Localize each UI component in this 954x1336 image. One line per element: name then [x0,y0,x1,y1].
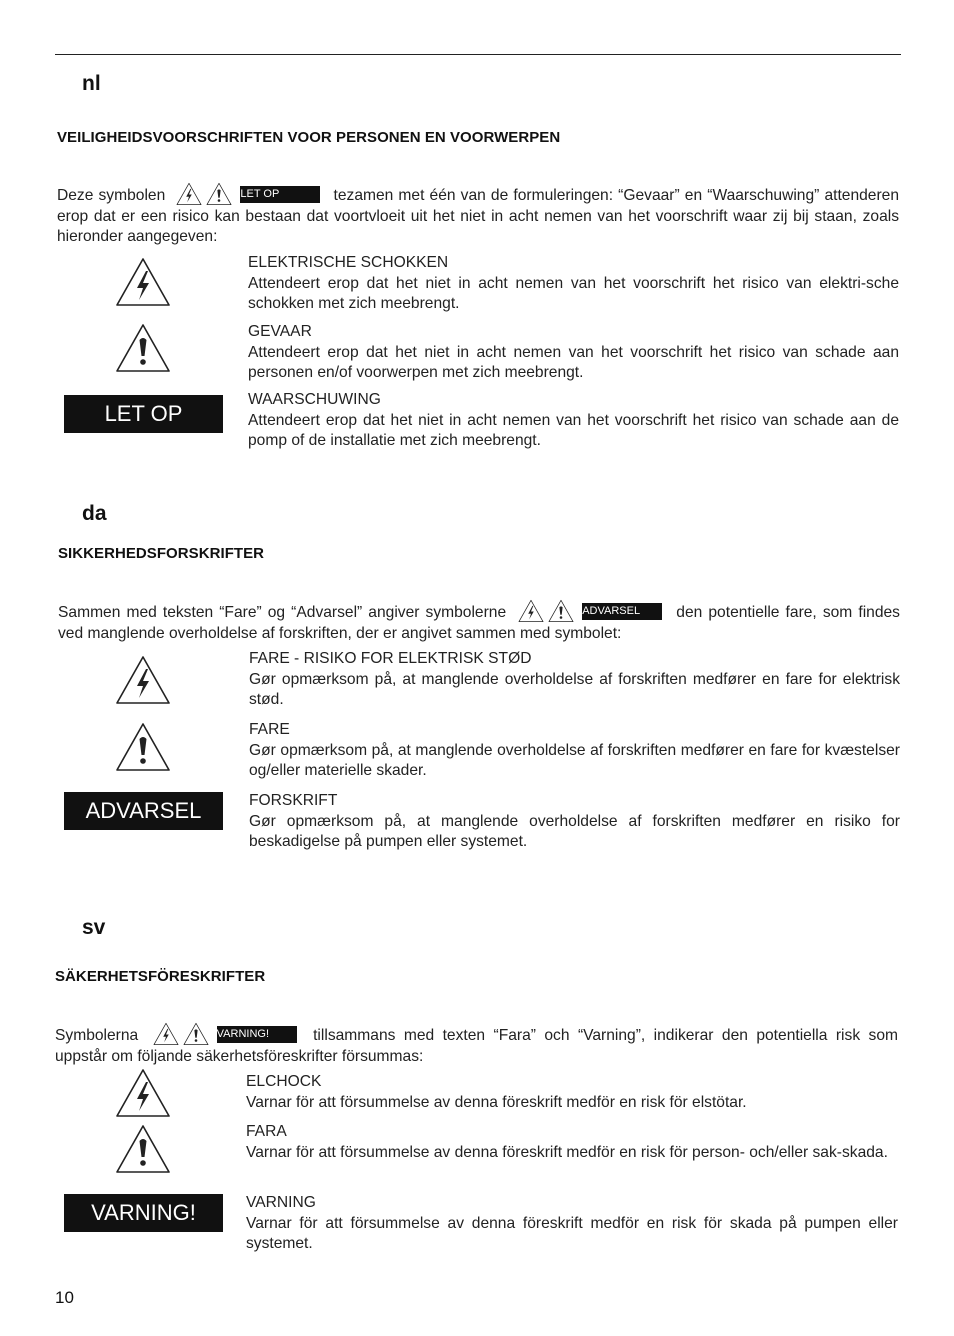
page-number: 10 [55,1288,74,1307]
hazard-title: FARE [249,721,290,738]
danger-warning-icon [206,182,232,206]
intro-text-after: tezamen met één van de formuleringen: “Gevaar” en “Waarschuwing” attenderen erop dat er een risico kan bestaan dat voortvloeit uit het niet in acht nemen van het voorschrift waar zij bij staan, zoals hieronder aangegeven: [57,187,900,245]
language-code: da [82,502,107,525]
danger-warning-icon [115,323,171,373]
danger-warning-icon [548,599,574,623]
hazard-title: FARA [246,1123,287,1140]
hazard-item [249,791,900,853]
hazard-item [248,390,899,452]
danger-warning-icon [115,1124,171,1174]
danger-warning-icon [115,722,171,772]
caution-label: VARNING! [64,1194,223,1232]
hazard-title: ELEKTRISCHE SCHOKKEN [248,254,449,271]
hazard-title: ELCHOCK [246,1073,322,1090]
hazard-title: FORSKRIFT [249,792,338,809]
intro-text-after: tillsammans med texten “Fara” och “Varning”, indikerar den potentiella risk som uppstår om följande säkerhetsföreskrifter försummas: [55,1027,898,1065]
hazard-description: Attendeert erop dat het niet in acht nemen van het voorschrift het risico van schade aan personen en/of voorwerpen met zich meebrengt. [248,343,899,381]
language-code: sv [82,916,106,939]
caution-label-mini: ADVARSEL [582,603,662,620]
intro-text-after: den potentielle fare, som findes ved manglende overholdelse af forskriften, der er angivet sammen med symbolet: [58,604,900,642]
hazard-item [246,1072,898,1113]
hazard-description: Varnar för att försummelse av denna föreskrift medför en risk för skada på pumpen eller systemet. [246,1214,898,1252]
intro-paragraph [58,599,900,644]
hazard-item [248,253,899,315]
hazard-description: Gør opmærksom på, at manglende overholdelse af forskriften medfører en fare for kvæstelser og/eller materielle skader. [249,741,900,779]
electric-shock-warning-icon [115,257,171,307]
hazard-description: Varnar för att försummelse av denna föreskrift medför en risk för person- och/eller sak-skada. [246,1143,888,1161]
hazard-item [246,1122,898,1163]
hazard-description: Gør opmærksom på, at manglende overholdelse af forskriften medfører en risiko for beskadigelse på pumpen eller systemet. [249,812,900,850]
caution-label-mini: VARNING! [217,1026,297,1043]
language-code: nl [82,72,101,95]
hazard-item [249,649,900,711]
hazard-title: WAARSCHUWING [248,391,381,408]
caution-label: ADVARSEL [64,792,223,830]
intro-paragraph [55,1022,898,1067]
caution-label-mini: LET OP [240,186,320,203]
hazard-description: Varnar för att försummelse av denna föreskrift medför en risk för elstötar. [246,1093,747,1111]
hazard-title: GEVAAR [248,323,312,340]
electric-shock-warning-icon [176,182,202,206]
intro-paragraph [57,182,899,248]
intro-text-before: Sammen med teksten “Fare” og “Advarsel” angiver symbolerne [58,604,507,621]
section-heading: SIKKERHEDSFORSKRIFTER [58,545,265,562]
hazard-item [246,1193,898,1255]
top-rule [55,54,901,55]
danger-warning-icon [183,1022,209,1046]
section-heading: VEILIGHEIDSVOORSCHRIFTEN VOOR PERSONEN EN VOORWERPEN [57,129,561,146]
intro-text-before: Deze symbolen [57,187,166,204]
hazard-item [249,720,900,782]
section-heading: SÄKERHETSFÖRESKRIFTER [55,968,266,985]
hazard-title: VARNING [246,1194,316,1211]
electric-shock-warning-icon [115,655,171,705]
electric-shock-warning-icon [153,1022,179,1046]
hazard-description: Attendeert erop dat het niet in acht nemen van het voorschrift het risico van schade aan de pomp of de installatie met zich meebrengt. [248,411,899,449]
electric-shock-warning-icon [518,599,544,623]
intro-text-before: Symbolerna [55,1027,139,1044]
hazard-description: Attendeert erop dat het niet in acht nemen van het voorschrift het risico van elektri-sche schokken met zich meebrengt. [248,274,899,312]
hazard-item [248,322,899,384]
caution-label: LET OP [64,395,223,433]
hazard-title: FARE - RISIKO FOR ELEKTRISK STØD [249,650,532,667]
electric-shock-warning-icon [115,1068,171,1118]
hazard-description: Gør opmærksom på, at manglende overholdelse af forskriften medfører en fare for elektrisk stød. [249,670,900,708]
